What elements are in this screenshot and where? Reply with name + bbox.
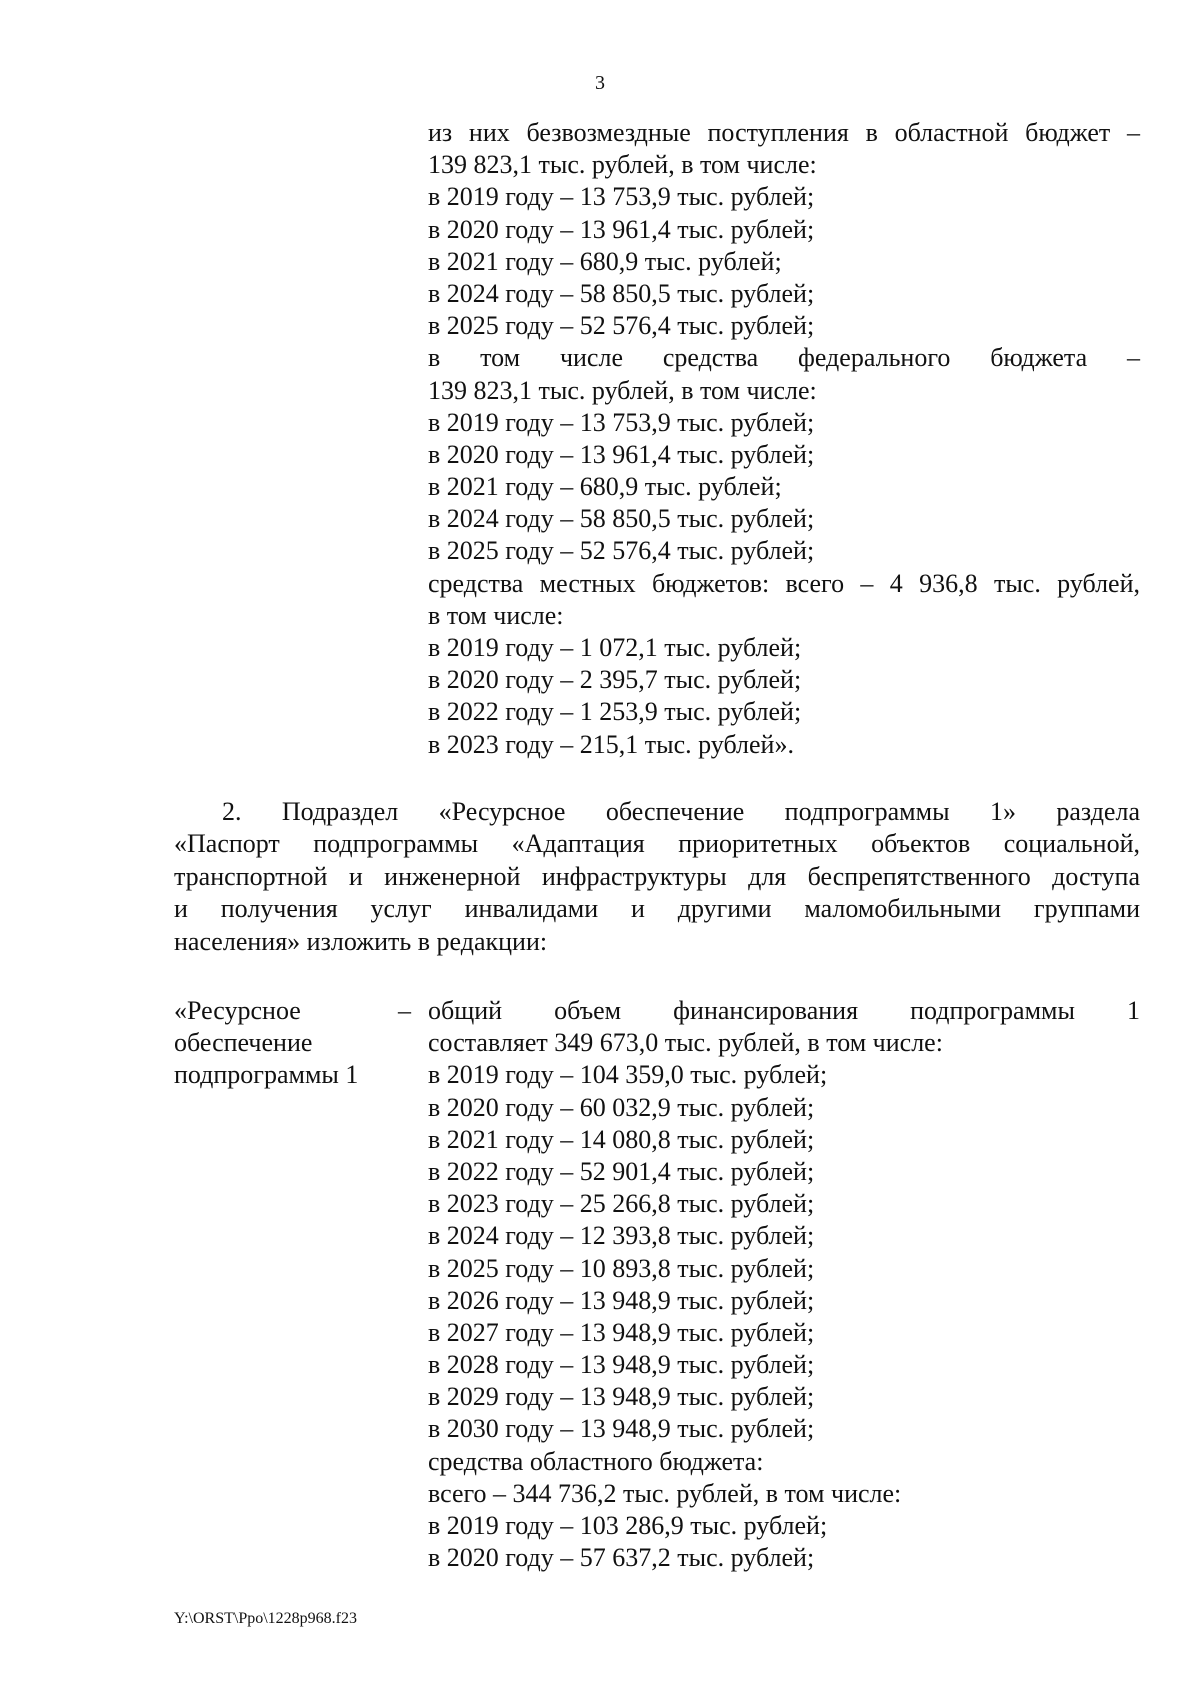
text-line: в 2024 году – 12 393,8 тыс. рублей; <box>428 1221 815 1251</box>
text-line: в том числе средства федерального бюджета – <box>428 343 1140 373</box>
resource-section-label <box>174 995 404 1092</box>
text-line: в 2019 году – 1 072,1 тыс. рублей; <box>428 633 802 662</box>
text-line: в 2021 году – 680,9 тыс. рублей; <box>428 472 782 502</box>
text-line: 139 823,1 тыс. рублей, в том числе: <box>428 375 817 405</box>
paragraph-line: транспортной и инженерной инфраструктуры для беспрепятственного доступа <box>174 861 1140 891</box>
text-line: в 2030 году – 13 948,9 тыс. рублей; <box>428 1414 815 1444</box>
text-line: всего – 344 736,2 тыс. рублей, в том числе: <box>428 1478 902 1508</box>
paragraph-line: населения» изложить в редакции: <box>174 926 548 956</box>
text-line: составляет 349 673,0 тыс. рублей, в том числе: <box>428 1028 943 1058</box>
paragraph-line: и получения услуг инвалидами и другими маломобильными группами <box>174 894 1140 924</box>
resource-section-content <box>428 995 1140 1574</box>
text-line: в 2029 году – 13 948,9 тыс. рублей; <box>428 1382 815 1412</box>
text-line: в 2020 году – 60 032,9 тыс. рублей; <box>428 1092 815 1122</box>
text-line: в 2019 году – 13 753,9 тыс. рублей; <box>428 407 815 437</box>
text-line: в 2023 году – 215,1 тыс. рублей». <box>428 729 794 759</box>
text-line: средства областного бюджета: <box>428 1446 764 1476</box>
text-line: общий объем финансирования подпрограммы 1 <box>428 996 1140 1025</box>
amendment-paragraph <box>174 796 1140 958</box>
text-line: в 2022 году – 52 901,4 тыс. рублей; <box>428 1156 815 1186</box>
text-line: в 2025 году – 52 576,4 тыс. рублей; <box>428 311 815 341</box>
text-line: в 2028 году – 13 948,9 тыс. рублей; <box>428 1350 815 1380</box>
funding-breakdown-top <box>428 117 1140 761</box>
page-number: 3 <box>595 72 605 94</box>
label-line: обеспечение <box>174 1028 313 1058</box>
text-line: в 2023 году – 25 266,8 тыс. рублей; <box>428 1189 815 1219</box>
text-line: в 2027 году – 13 948,9 тыс. рублей; <box>428 1317 815 1347</box>
text-line: в 2019 году – 13 753,9 тыс. рублей; <box>428 182 815 212</box>
text-line: в 2024 году – 58 850,5 тыс. рублей; <box>428 278 815 308</box>
text-line: в 2019 году – 103 286,9 тыс. рублей; <box>428 1511 828 1540</box>
label-dash: – <box>398 996 411 1025</box>
text-line: 139 823,1 тыс. рублей, в том числе: <box>428 150 817 180</box>
text-line: в 2026 году – 13 948,9 тыс. рублей; <box>428 1285 815 1315</box>
paragraph-line: «Паспорт подпрограммы «Адаптация приоритетных объектов социальной, <box>174 829 1140 859</box>
text-line: в 2019 году – 104 359,0 тыс. рублей; <box>428 1060 828 1090</box>
text-line: средства местных бюджетов: всего – 4 936,8 тыс. рублей, <box>428 568 1140 598</box>
text-line: в 2024 году – 58 850,5 тыс. рублей; <box>428 504 815 534</box>
text-line: из них безвозмездные поступления в областной бюджет – <box>428 118 1140 147</box>
text-line: в 2025 году – 10 893,8 тыс. рублей; <box>428 1253 815 1283</box>
label-line: подпрограммы 1 <box>174 1060 359 1090</box>
text-line: в 2025 году – 52 576,4 тыс. рублей; <box>428 536 815 566</box>
file-path-footer: Y:\ORST\Ppo\1228p968.f23 <box>174 1610 357 1627</box>
label-line: «Ресурсное <box>174 996 301 1025</box>
paragraph-line: 2. Подраздел «Ресурсное обеспечение подпрограммы 1» раздела <box>222 797 1140 826</box>
text-line: в 2020 году – 2 395,7 тыс. рублей; <box>428 665 802 695</box>
text-line: в 2020 году – 13 961,4 тыс. рублей; <box>428 439 815 469</box>
text-line: в 2022 году – 1 253,9 тыс. рублей; <box>428 697 802 727</box>
text-line: в 2021 году – 680,9 тыс. рублей; <box>428 246 782 276</box>
text-line: в 2021 году – 14 080,8 тыс. рублей; <box>428 1124 815 1154</box>
text-line: в 2020 году – 13 961,4 тыс. рублей; <box>428 214 815 244</box>
text-line: в том числе: <box>428 600 564 630</box>
text-line: в 2020 году – 57 637,2 тыс. рублей; <box>428 1543 815 1573</box>
